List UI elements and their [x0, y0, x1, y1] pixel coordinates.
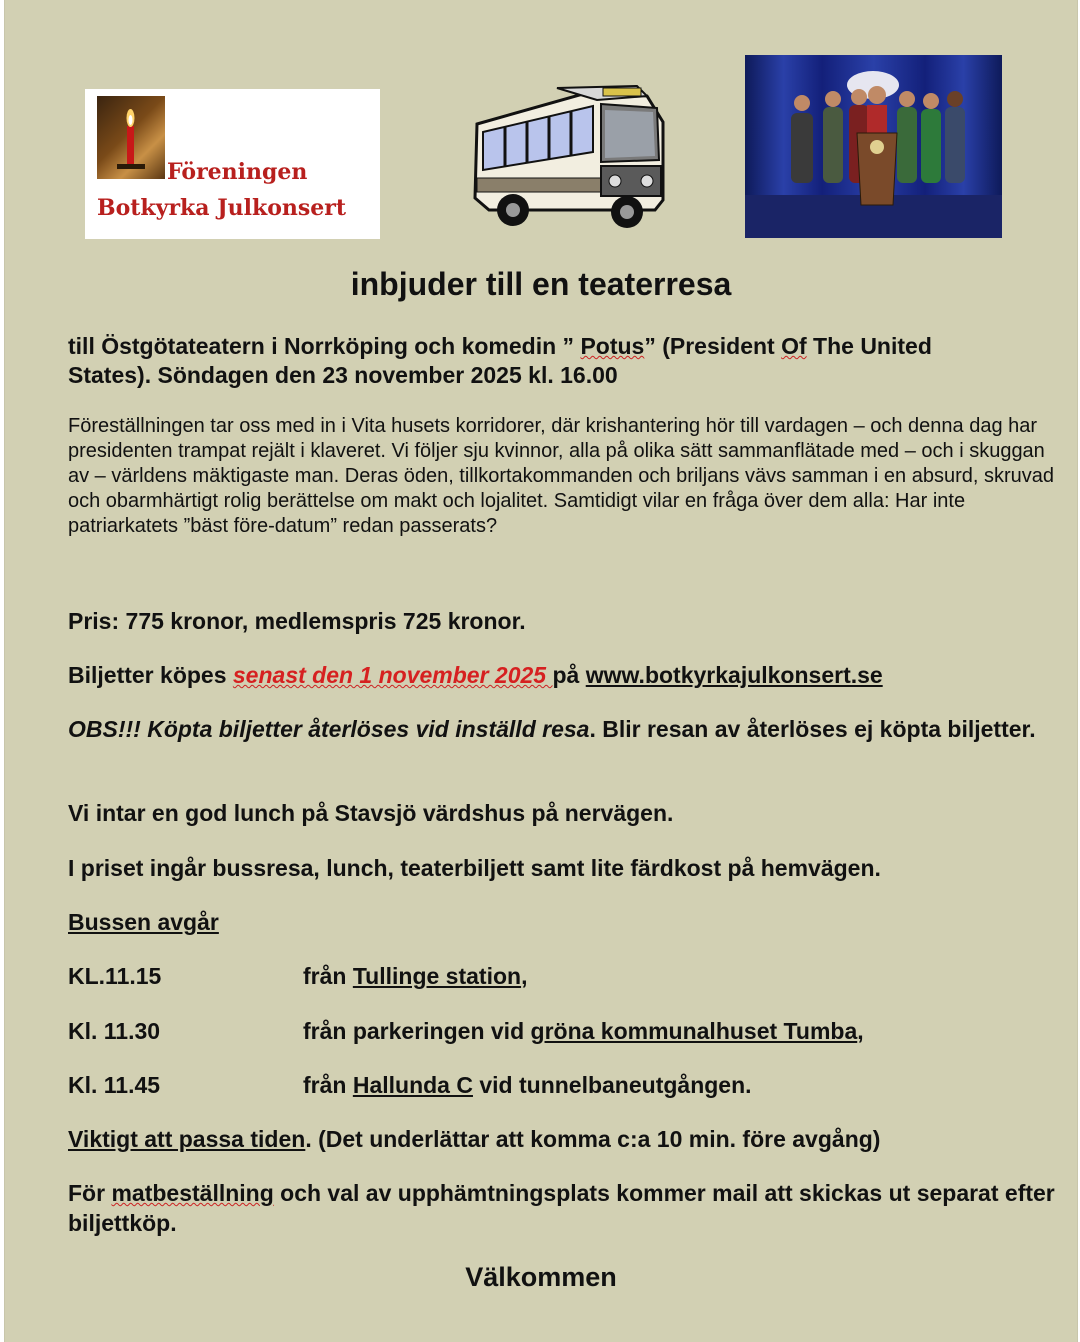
welcome-text: Välkommen [465, 1262, 617, 1292]
theatre-photo [745, 55, 1002, 238]
logo-text-line1: Föreningen [167, 159, 308, 185]
logo-text-line2: Botkyrka Julkonsert [97, 195, 347, 221]
departure-time: Kl. 11.45 [68, 1072, 161, 1098]
association-logo [85, 89, 380, 239]
event-subtitle: till Östgötateatern i Norrköping och komedin ” Potus” (President Of The United States). Söndagen den 23 november 2025 kl. 16.00 [68, 333, 932, 388]
departure-row [68, 1016, 1058, 1046]
departure-time: KL.11.15 [68, 963, 162, 989]
departure-place: från Tullinge station, [303, 963, 528, 989]
important-note: Viktigt att passa tiden. (Det underlättar att komma c:a 10 min. före avgång) [68, 1126, 881, 1152]
obs-notice: OBS!!! Köpta biljetter återlöses vid inställd resa. Blir resan av återlöses ej köpta biljetter. [68, 716, 1036, 742]
food-order-note: För matbeställning och val av upphämtningsplats kommer mail att skickas ut separat efter biljettköp. [68, 1180, 1055, 1236]
departure-time: Kl. 11.30 [68, 1018, 161, 1044]
departure-place: från Hallunda C vid tunnelbaneutgången. [303, 1072, 752, 1098]
candle-icon [97, 96, 165, 179]
event-description: Föreställningen tar oss med in i Vita husets korridorer, där krishantering hör till vardagen – och denna dag har presidenten trampat rejält i klaveret. Vi följer sju kvinnor, alla på olika sätt sammanflätade med – och i skuggan av – världens mäktigaste man. Deras öden, tillkortakommanden och briljans vävs samman i en absurd, skruvad och obarmhärtigt rolig berättelse om makt och lojalitet. Samtidigt vilar en fråga över dem alla: Har inte patriarkatets ”bäst före-datum” redan passerats? [68, 415, 1055, 537]
included-line: I priset ingår bussresa, lunch, teaterbiljett samt lite färdkost på hemvägen. [68, 855, 881, 881]
departure-row [68, 1070, 1058, 1100]
bus-icon [467, 82, 667, 240]
departure-place: från parkeringen vid gröna kommunalhuset Tumba, [303, 1018, 864, 1044]
ticket-url-link[interactable]: www.botkyrkajulkonsert.se [585, 662, 883, 688]
departure-row [68, 961, 1058, 991]
page-title: inbjuder till en teaterresa [350, 266, 732, 302]
invitation-page [4, 0, 1078, 1342]
lunch-line: Vi intar en god lunch på Stavsjö värdshus på nervägen. [68, 800, 674, 826]
potus-word: Potus [580, 333, 645, 359]
price-line: Pris: 775 kronor, medlemspris 725 kronor. [68, 608, 526, 634]
of-word: Of [781, 333, 807, 359]
ticket-line: Biljetter köpes senast den 1 november 2025 på www.botkyrkajulkonsert.se [68, 662, 883, 688]
ticket-deadline: senast den 1 november 2025 [232, 662, 553, 688]
departures-heading: Bussen avgår [68, 909, 219, 935]
